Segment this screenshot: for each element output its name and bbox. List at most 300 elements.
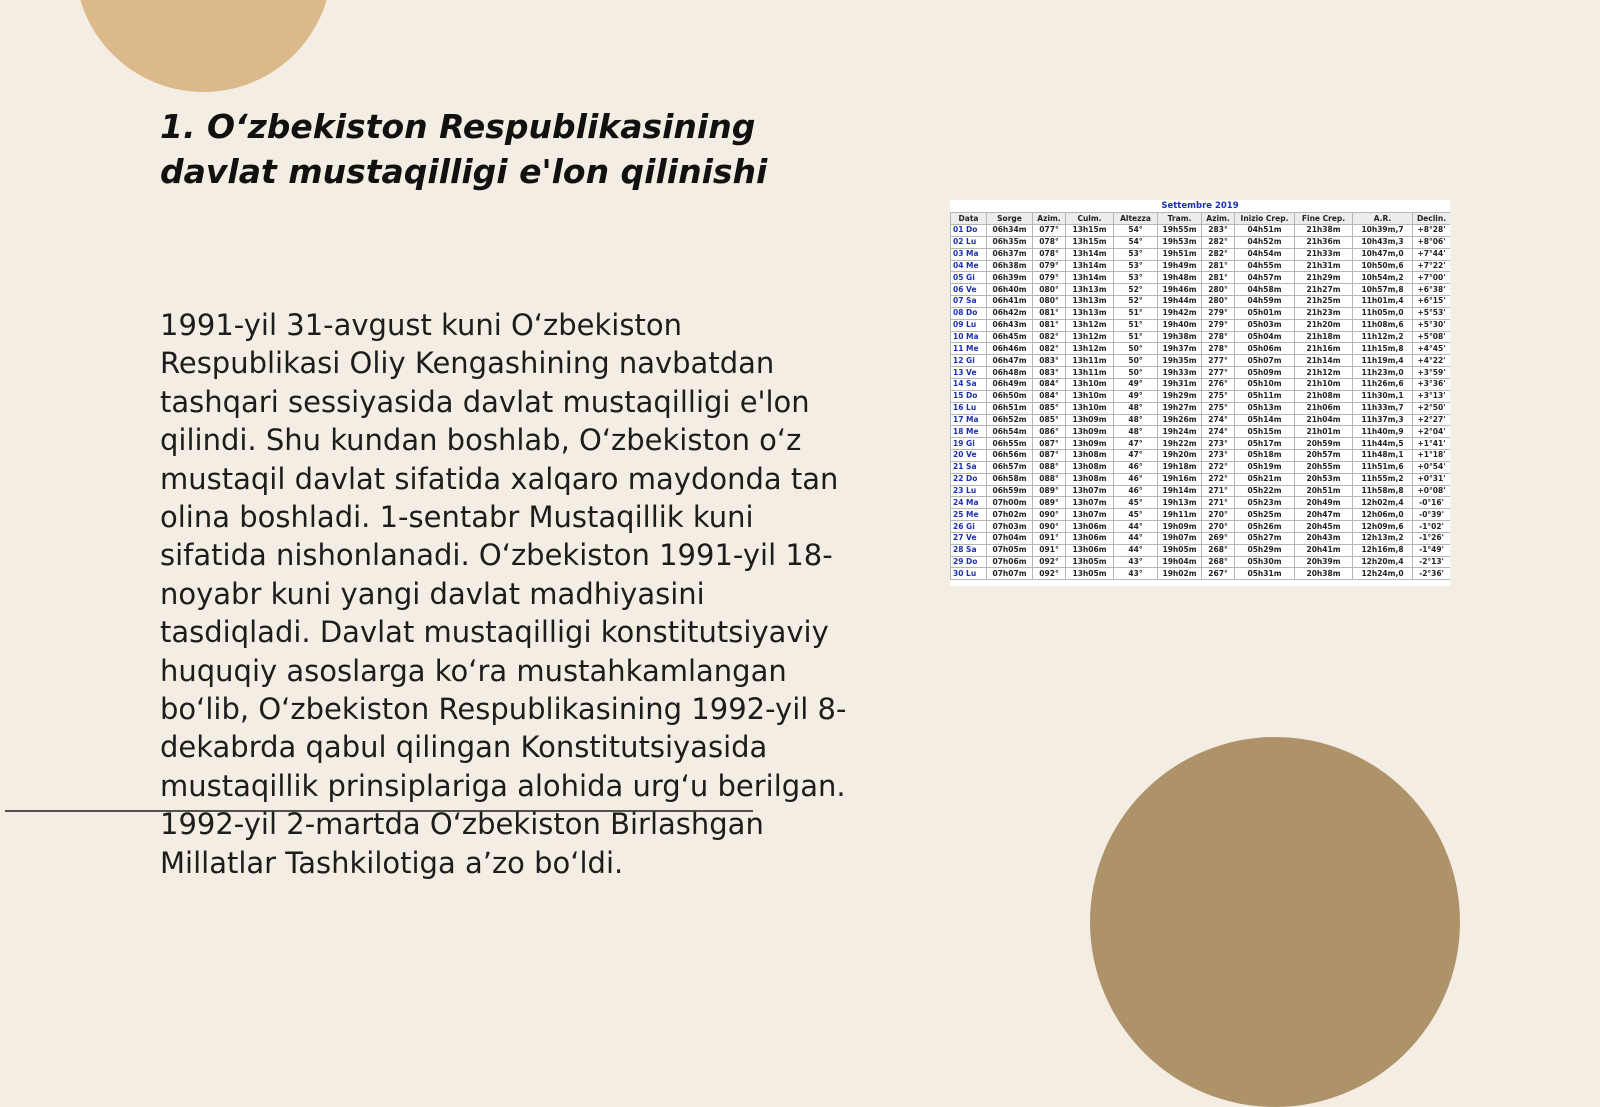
table-cell-date: 05 Gi (951, 272, 987, 284)
table-cell: 44° (1114, 521, 1158, 533)
table-cell: 271° (1202, 485, 1235, 497)
table-cell: 46° (1114, 473, 1158, 485)
table-row (951, 402, 1451, 414)
table-cell: 12h24m,0 (1353, 568, 1413, 580)
table-cell: 05h14m (1235, 414, 1295, 426)
table-cell: 12h06m,0 (1353, 509, 1413, 521)
table-cell: 54° (1114, 236, 1158, 248)
table-cell: 081° (1033, 319, 1066, 331)
table-cell: 54° (1114, 225, 1158, 237)
table-cell: 06h55m (987, 438, 1033, 450)
table-cell: 20h57m (1295, 450, 1353, 462)
table-cell: 280° (1202, 284, 1235, 296)
table-cell: 19h04m (1158, 556, 1202, 568)
table-cell: 274° (1202, 414, 1235, 426)
table-cell: 12h13m,2 (1353, 532, 1413, 544)
table-cell: 05h23m (1235, 497, 1295, 509)
table-cell-date: 21 Sa (951, 461, 987, 473)
table-cell: 280° (1202, 296, 1235, 308)
table-cell: 092° (1033, 556, 1066, 568)
table-header-cell: A.R. (1353, 213, 1413, 225)
table-cell: 21h20m (1295, 319, 1353, 331)
table-cell: 084° (1033, 378, 1066, 390)
table-cell: 10h47m,0 (1353, 248, 1413, 260)
table-cell: -2°13' (1413, 556, 1451, 568)
table-cell: 11h01m,4 (1353, 296, 1413, 308)
table-cell: 11h33m,7 (1353, 402, 1413, 414)
table-cell: 082° (1033, 331, 1066, 343)
table-cell-date: 13 Ve (951, 367, 987, 379)
table-cell: 46° (1114, 485, 1158, 497)
table-cell: 05h18m (1235, 450, 1295, 462)
table-cell: 21h08m (1295, 390, 1353, 402)
table-cell: 11h40m,9 (1353, 426, 1413, 438)
table-cell: 06h57m (987, 461, 1033, 473)
table-cell: 13h08m (1066, 461, 1114, 473)
decorative-circle-top (75, 0, 332, 92)
table-cell: +8°28' (1413, 225, 1451, 237)
table-cell: 48° (1114, 414, 1158, 426)
table-cell: 05h04m (1235, 331, 1295, 343)
table-cell: 11h12m,2 (1353, 331, 1413, 343)
table-cell: 19h42m (1158, 307, 1202, 319)
table-cell: 45° (1114, 509, 1158, 521)
table-cell: 084° (1033, 390, 1066, 402)
table-cell: 279° (1202, 319, 1235, 331)
table-cell: 13h09m (1066, 438, 1114, 450)
table-cell: 20h39m (1295, 556, 1353, 568)
table-cell: 088° (1033, 461, 1066, 473)
table-cell: 090° (1033, 521, 1066, 533)
table-caption: Settembre 2019 (1161, 201, 1239, 211)
table-cell: +0°31' (1413, 473, 1451, 485)
table-cell: 13h12m (1066, 319, 1114, 331)
table-cell: 05h13m (1235, 402, 1295, 414)
table-header-cell: Azim. (1202, 213, 1235, 225)
table-cell: 48° (1114, 402, 1158, 414)
table-cell: 11h58m,8 (1353, 485, 1413, 497)
table-cell: 19h37m (1158, 343, 1202, 355)
table-cell: 278° (1202, 331, 1235, 343)
table-cell: 49° (1114, 378, 1158, 390)
table-cell: 19h16m (1158, 473, 1202, 485)
table-cell: 13h11m (1066, 355, 1114, 367)
table-cell: 081° (1033, 307, 1066, 319)
table-cell: 11h55m,2 (1353, 473, 1413, 485)
table-cell: 07h04m (987, 532, 1033, 544)
table-cell: 13h14m (1066, 248, 1114, 260)
table-cell: +3°59' (1413, 367, 1451, 379)
table-cell: 091° (1033, 532, 1066, 544)
table-cell: 277° (1202, 355, 1235, 367)
table-cell: 19h44m (1158, 296, 1202, 308)
table-row (951, 248, 1451, 260)
table-cell: 13h13m (1066, 284, 1114, 296)
table-cell: 07h05m (987, 544, 1033, 556)
table-cell: 04h58m (1235, 284, 1295, 296)
table-cell: 20h53m (1295, 473, 1353, 485)
table-cell: 19h18m (1158, 461, 1202, 473)
table-cell-date: 20 Ve (951, 450, 987, 462)
table-row (951, 260, 1451, 272)
table-cell: 04h57m (1235, 272, 1295, 284)
table-cell: 20h51m (1295, 485, 1353, 497)
table-row (951, 225, 1451, 237)
table-cell: 13h07m (1066, 497, 1114, 509)
table-cell: 19h53m (1158, 236, 1202, 248)
table-cell: 07h06m (987, 556, 1033, 568)
table-cell: 11h30m,1 (1353, 390, 1413, 402)
table-cell: -1°49' (1413, 544, 1451, 556)
table-cell: +3°36' (1413, 378, 1451, 390)
table-cell: 13h10m (1066, 390, 1114, 402)
table-cell: 06h46m (987, 343, 1033, 355)
table-cell: 04h51m (1235, 225, 1295, 237)
decorative-circle-bottom (1090, 737, 1460, 1107)
table-cell-date: 06 Ve (951, 284, 987, 296)
table-cell: 13h14m (1066, 260, 1114, 272)
table-cell: 06h40m (987, 284, 1033, 296)
table-cell: 268° (1202, 556, 1235, 568)
table-cell: +1°18' (1413, 450, 1451, 462)
table-cell: +8°06' (1413, 236, 1451, 248)
table-cell: 13h12m (1066, 331, 1114, 343)
table-cell: +5°53' (1413, 307, 1451, 319)
table-cell: 082° (1033, 343, 1066, 355)
table-cell: 13h15m (1066, 236, 1114, 248)
table-cell: 06h56m (987, 450, 1033, 462)
table-header-cell: Sorge (987, 213, 1033, 225)
table-cell: 19h40m (1158, 319, 1202, 331)
table-cell: 21h14m (1295, 355, 1353, 367)
slide-body-text: 1991-yil 31-avgust kuni O‘zbekiston Respublikasi Oliy Kengashining navbatdan tashqari sessiyasida davlat mustaqilligi e'lon qilindi. Shu kundan boshlab, O‘zbekiston o‘z mustaqil davlat sifatida xalqaro maydonda tan olina boshladi. 1-sentabr Mustaqillik kuni sifatida nishonlanadi. O‘zbekiston 1991-yil 18-noyabr kuni yangi davlat madhiyasini tasdiqladi. Davlat mustaqilligi konstitutsiyaviy huquqiy asoslarga ko‘ra mustahkamlangan bo‘lib, O‘zbekiston Respublikasining 1992-yil 8-dekabrda qabul qilingan Konstitutsiyasida mustaqillik prinsiplariga alohida urg‘u berilgan. 1992-yil 2-martda O‘zbekiston Birlashgan Millatlar Tashkilotiga a’zo bo‘ldi. (160, 308, 847, 880)
table-row (951, 390, 1451, 402)
table-cell: +6°38' (1413, 284, 1451, 296)
table-cell-date: 02 Lu (951, 236, 987, 248)
table-cell: 06h35m (987, 236, 1033, 248)
table-cell-date: 04 Me (951, 260, 987, 272)
table-cell: 05h26m (1235, 521, 1295, 533)
table-cell: 13h14m (1066, 272, 1114, 284)
table-cell: 06h49m (987, 378, 1033, 390)
table-cell: 089° (1033, 485, 1066, 497)
table-cell: 20h43m (1295, 532, 1353, 544)
table-cell-date: 10 Ma (951, 331, 987, 343)
table-cell: 11h19m,4 (1353, 355, 1413, 367)
table-cell: 05h09m (1235, 367, 1295, 379)
table-row (951, 426, 1451, 438)
table-cell: 13h07m (1066, 509, 1114, 521)
table-cell: 20h38m (1295, 568, 1353, 580)
table-cell: 19h11m (1158, 509, 1202, 521)
table-cell: 04h59m (1235, 296, 1295, 308)
table-cell: 52° (1114, 284, 1158, 296)
table-row (951, 568, 1451, 580)
table-cell: 06h58m (987, 473, 1033, 485)
table-cell: 05h21m (1235, 473, 1295, 485)
table-cell: 21h06m (1295, 402, 1353, 414)
table-cell: 21h25m (1295, 296, 1353, 308)
table-row (951, 438, 1451, 450)
table-row (951, 556, 1451, 568)
table-cell: 05h10m (1235, 378, 1295, 390)
table-cell-date: 01 Do (951, 225, 987, 237)
table-cell: 19h05m (1158, 544, 1202, 556)
table-cell-date: 26 Gi (951, 521, 987, 533)
table-row (951, 307, 1451, 319)
table-cell: -1°26' (1413, 532, 1451, 544)
table-cell: 079° (1033, 272, 1066, 284)
table-cell: 078° (1033, 236, 1066, 248)
table-cell: 13h09m (1066, 414, 1114, 426)
table-cell: 13h08m (1066, 473, 1114, 485)
table-cell: 07h02m (987, 509, 1033, 521)
table-cell: 092° (1033, 568, 1066, 580)
table-cell: 53° (1114, 248, 1158, 260)
table-cell: 278° (1202, 343, 1235, 355)
table-cell: 05h17m (1235, 438, 1295, 450)
table-cell-date: 22 Do (951, 473, 987, 485)
table-row (951, 532, 1451, 544)
table-cell: 13h13m (1066, 307, 1114, 319)
table-cell: 43° (1114, 556, 1158, 568)
table-cell: 270° (1202, 521, 1235, 533)
table-cell: 19h48m (1158, 272, 1202, 284)
table-row (951, 272, 1451, 284)
table-cell: 083° (1033, 355, 1066, 367)
table-cell: 10h57m,8 (1353, 284, 1413, 296)
table-cell: 13h07m (1066, 485, 1114, 497)
table-cell-date: 09 Lu (951, 319, 987, 331)
table-cell: 13h05m (1066, 556, 1114, 568)
table-cell: 20h59m (1295, 438, 1353, 450)
table-cell: 06h54m (987, 426, 1033, 438)
table-row (951, 331, 1451, 343)
table-cell: 19h14m (1158, 485, 1202, 497)
table-cell: 05h22m (1235, 485, 1295, 497)
table-cell: 273° (1202, 450, 1235, 462)
table-cell: 19h31m (1158, 378, 1202, 390)
table-cell: 05h29m (1235, 544, 1295, 556)
table-cell: 19h20m (1158, 450, 1202, 462)
table-cell-date: 08 Do (951, 307, 987, 319)
table-cell: 12h09m,6 (1353, 521, 1413, 533)
table-cell: 13h06m (1066, 544, 1114, 556)
table-cell: 20h41m (1295, 544, 1353, 556)
table-row (951, 414, 1451, 426)
table-cell: 19h26m (1158, 414, 1202, 426)
table-cell: 05h19m (1235, 461, 1295, 473)
table-cell: 05h11m (1235, 390, 1295, 402)
table-cell: 11h23m,0 (1353, 367, 1413, 379)
table-cell: 282° (1202, 248, 1235, 260)
table-cell: -1°02' (1413, 521, 1451, 533)
table-cell: 21h33m (1295, 248, 1353, 260)
table-cell: 06h59m (987, 485, 1033, 497)
table-cell: 06h41m (987, 296, 1033, 308)
table-row (951, 284, 1451, 296)
table-cell-date: 14 Sa (951, 378, 987, 390)
table-cell: 05h06m (1235, 343, 1295, 355)
table-cell: 085° (1033, 402, 1066, 414)
table-cell: 06h39m (987, 272, 1033, 284)
table-cell: +7°00' (1413, 272, 1451, 284)
table-cell: 43° (1114, 568, 1158, 580)
table-cell: +4°22' (1413, 355, 1451, 367)
table-cell: +7°44' (1413, 248, 1451, 260)
table-cell: 20h45m (1295, 521, 1353, 533)
table-row (951, 509, 1451, 521)
table-cell-date: 12 Gi (951, 355, 987, 367)
table-cell: 21h16m (1295, 343, 1353, 355)
table-cell: 19h35m (1158, 355, 1202, 367)
table-cell: 271° (1202, 497, 1235, 509)
table-cell: 10h43m,3 (1353, 236, 1413, 248)
table-cell: 46° (1114, 461, 1158, 473)
table-row (951, 319, 1451, 331)
table-cell: 080° (1033, 296, 1066, 308)
table-header-cell: Declin. (1413, 213, 1451, 225)
table-cell: -2°36' (1413, 568, 1451, 580)
table-cell: 079° (1033, 260, 1066, 272)
table-cell: +0°08' (1413, 485, 1451, 497)
table-row (951, 378, 1451, 390)
table-row (951, 461, 1451, 473)
table-cell: +5°08' (1413, 331, 1451, 343)
table-row (951, 236, 1451, 248)
table-cell: 19h07m (1158, 532, 1202, 544)
table-cell: 19h13m (1158, 497, 1202, 509)
table-cell: 10h50m,6 (1353, 260, 1413, 272)
table-cell: 272° (1202, 461, 1235, 473)
ephemeris-table-image (950, 200, 1450, 586)
table-cell: 19h02m (1158, 568, 1202, 580)
table-cell: 04h55m (1235, 260, 1295, 272)
table-cell: 47° (1114, 450, 1158, 462)
table-cell: 20h47m (1295, 509, 1353, 521)
table-cell: 19h49m (1158, 260, 1202, 272)
table-cell: 51° (1114, 319, 1158, 331)
table-cell: 06h52m (987, 414, 1033, 426)
table-cell-date: 23 Lu (951, 485, 987, 497)
table-cell: 51° (1114, 307, 1158, 319)
table-cell: 05h03m (1235, 319, 1295, 331)
table-cell: 270° (1202, 509, 1235, 521)
table-cell: 05h15m (1235, 426, 1295, 438)
table-cell: 44° (1114, 532, 1158, 544)
table-cell: +1°41' (1413, 438, 1451, 450)
table-cell: 06h37m (987, 248, 1033, 260)
table-cell: 21h27m (1295, 284, 1353, 296)
table-cell: 05h07m (1235, 355, 1295, 367)
table-cell: 06h43m (987, 319, 1033, 331)
table-cell: 12h02m,4 (1353, 497, 1413, 509)
table-cell: 10h39m,7 (1353, 225, 1413, 237)
table-cell-date: 18 Me (951, 426, 987, 438)
table-cell: 49° (1114, 390, 1158, 402)
slide-title (160, 104, 860, 194)
table-cell: 19h38m (1158, 331, 1202, 343)
table-cell: 44° (1114, 544, 1158, 556)
table-cell: 07h03m (987, 521, 1033, 533)
table-cell: 19h22m (1158, 438, 1202, 450)
table-cell: 275° (1202, 390, 1235, 402)
table-cell: 20h55m (1295, 461, 1353, 473)
table-cell: 07h00m (987, 497, 1033, 509)
table-cell-date: 25 Me (951, 509, 987, 521)
table-cell: 085° (1033, 414, 1066, 426)
table-row (951, 521, 1451, 533)
table-header-row (951, 213, 1451, 225)
table-cell: 05h30m (1235, 556, 1295, 568)
table-cell: 272° (1202, 473, 1235, 485)
table-cell: 090° (1033, 509, 1066, 521)
table-cell: 19h33m (1158, 367, 1202, 379)
table-cell: 47° (1114, 438, 1158, 450)
table-cell: 13h11m (1066, 367, 1114, 379)
slide-title-line-2: davlat mustaqilligi e'lon qilinishi (160, 152, 768, 191)
table-cell: +3°13' (1413, 390, 1451, 402)
table-cell: +2°27' (1413, 414, 1451, 426)
table-cell: 21h10m (1295, 378, 1353, 390)
table-cell: 13h08m (1066, 450, 1114, 462)
table-cell: 06h42m (987, 307, 1033, 319)
table-row (951, 296, 1451, 308)
table-cell: 13h15m (1066, 225, 1114, 237)
table-cell: 12h20m,4 (1353, 556, 1413, 568)
table-header-cell: Inizio Crep. (1235, 213, 1295, 225)
table-cell: 282° (1202, 236, 1235, 248)
table-cell: 06h50m (987, 390, 1033, 402)
table-cell: 05h31m (1235, 568, 1295, 580)
table-cell: 11h37m,3 (1353, 414, 1413, 426)
table-cell: 091° (1033, 544, 1066, 556)
table-cell: 083° (1033, 367, 1066, 379)
table-cell: +4°45' (1413, 343, 1451, 355)
table-cell: 50° (1114, 355, 1158, 367)
table-cell: 21h01m (1295, 426, 1353, 438)
table-row (951, 450, 1451, 462)
table-cell-date: 19 Gi (951, 438, 987, 450)
table-cell: 21h36m (1295, 236, 1353, 248)
table-cell: 274° (1202, 426, 1235, 438)
table-cell: -0°39' (1413, 509, 1451, 521)
table-cell: 52° (1114, 296, 1158, 308)
table-cell: 275° (1202, 402, 1235, 414)
table-cell: 281° (1202, 260, 1235, 272)
table-cell: 267° (1202, 568, 1235, 580)
table-header-cell: Culm. (1066, 213, 1114, 225)
table-cell: 11h51m,6 (1353, 461, 1413, 473)
table-cell: 19h27m (1158, 402, 1202, 414)
table-cell: 279° (1202, 307, 1235, 319)
slide-title-line-1: 1. O‘zbekiston Respublikasining (160, 107, 756, 146)
table-cell: 13h10m (1066, 378, 1114, 390)
table-cell-date: 11 Me (951, 343, 987, 355)
table-row (951, 355, 1451, 367)
table-cell: +2°04' (1413, 426, 1451, 438)
table-cell: 077° (1033, 225, 1066, 237)
table-cell: 078° (1033, 248, 1066, 260)
table-cell: 48° (1114, 426, 1158, 438)
table-header-cell: Azim. (1033, 213, 1066, 225)
table-cell: 04h54m (1235, 248, 1295, 260)
table-cell: 11h26m,6 (1353, 378, 1413, 390)
table-cell: 13h09m (1066, 426, 1114, 438)
table-cell: 19h29m (1158, 390, 1202, 402)
table-cell: 087° (1033, 450, 1066, 462)
table-cell: 277° (1202, 367, 1235, 379)
